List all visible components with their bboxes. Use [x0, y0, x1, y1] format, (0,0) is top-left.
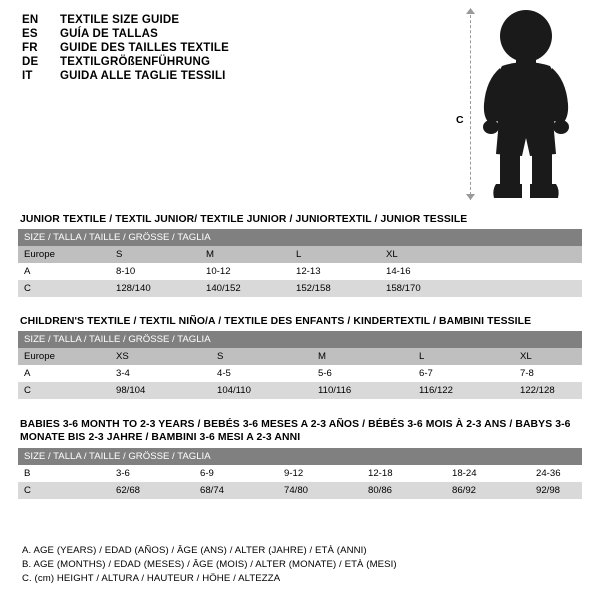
table-row — [18, 280, 582, 297]
junior-row-c-label: C — [18, 280, 110, 297]
junior-size-xl: XL — [380, 246, 470, 263]
children-row-a-v0: 3-4 — [110, 365, 211, 382]
junior-row-a-v0: 8-10 — [110, 263, 200, 280]
babies-row-b-v5: 24-36 — [530, 465, 582, 482]
babies-row-c-v0: 62/68 — [110, 482, 194, 499]
babies-row-c-v5: 92/98 — [530, 482, 582, 499]
toddler-silhouette-icon — [466, 8, 586, 203]
junior-row-c-v2: 152/158 — [290, 280, 380, 297]
language-title-es: GUÍA DE TALLAS — [60, 28, 158, 40]
language-row-es — [22, 28, 442, 40]
legend-block — [22, 544, 522, 586]
babies-row-b-v3: 12-18 — [362, 465, 446, 482]
children-size-xl: XL — [514, 348, 582, 365]
table-row — [18, 263, 582, 280]
children-row-a-v1: 4-5 — [211, 365, 312, 382]
babies-row-b-v1: 6-9 — [194, 465, 278, 482]
children-subhead: SIZE / TALLA / TAILLE / GRÖSSE / TAGLIA — [18, 331, 582, 348]
language-code-en: EN — [22, 14, 39, 26]
table-row — [18, 365, 582, 382]
legend-item-a: A. AGE (YEARS) / EDAD (AÑOS) / ÂGE (ANS) / ALTER (JAHRE) / ETÀ (ANNI) — [22, 545, 367, 556]
babies-row-b-label: B — [18, 465, 110, 482]
measure-label-c: C — [456, 114, 464, 126]
language-row-fr — [22, 42, 442, 54]
section-babies — [18, 418, 582, 499]
language-row-de — [22, 56, 442, 68]
table-row — [18, 246, 582, 263]
legend-item-b: B. AGE (MONTHS) / EDAD (MESES) / ÂGE (MOIS) / ALTER (MONATE) / ETÀ (MESI) — [22, 559, 397, 570]
language-row-en — [22, 14, 442, 26]
table-row — [18, 229, 582, 246]
babies-row-b-v0: 3-6 — [110, 465, 194, 482]
language-code-de: DE — [22, 56, 39, 68]
language-title-block — [22, 14, 442, 84]
junior-subhead: SIZE / TALLA / TAILLE / GRÖSSE / TAGLIA — [18, 229, 582, 246]
table-row — [18, 448, 582, 465]
babies-row-c-label: C — [18, 482, 110, 499]
junior-row-a-v2: 12-13 — [290, 263, 380, 280]
language-code-it: IT — [22, 70, 33, 82]
junior-row-c-v1: 140/152 — [200, 280, 290, 297]
language-code-fr: FR — [22, 42, 38, 54]
section-babies-title: BABIES 3-6 MONTH TO 2-3 YEARS / BEBÉS 3-6 MESES A 2-3 AÑOS / BÉBÉS 3-6 MOIS À 2-3 ANS / BABYS 3-6 MONATE BIS 2-3 JAHRE / BAMBINI 3-6 MESI A 2-3 ANNI — [20, 419, 571, 443]
children-row-c-label: C — [18, 382, 110, 399]
table-row — [18, 382, 582, 399]
section-children — [18, 316, 582, 399]
children-row-c-v1: 104/110 — [211, 382, 312, 399]
table-row — [18, 482, 582, 499]
children-row-a-v2: 5-6 — [312, 365, 413, 382]
junior-size-pad — [470, 246, 582, 263]
babies-row-c-v3: 80/86 — [362, 482, 446, 499]
junior-row-c-v3: 158/170 — [380, 280, 470, 297]
junior-size-s: S — [110, 246, 200, 263]
table-row — [18, 331, 582, 348]
children-row-c-v4: 122/128 — [514, 382, 582, 399]
junior-row-a-v1: 10-12 — [200, 263, 290, 280]
legend-item-c: C. (cm) HEIGHT / ALTURA / HAUTEUR / HÖHE / ALTEZZA — [22, 573, 281, 584]
height-measure-figure — [440, 8, 590, 203]
children-region-label: Europe — [18, 348, 110, 365]
children-size-s: S — [211, 348, 312, 365]
babies-row-b-v2: 9-12 — [278, 465, 362, 482]
children-size-xs: XS — [110, 348, 211, 365]
junior-row-a-pad — [470, 263, 582, 280]
children-size-l: L — [413, 348, 514, 365]
children-row-a-v4: 7-8 — [514, 365, 582, 382]
children-row-c-v0: 98/104 — [110, 382, 211, 399]
language-row-it — [22, 70, 442, 82]
babies-row-c-v4: 86/92 — [446, 482, 530, 499]
children-row-c-v2: 110/116 — [312, 382, 413, 399]
babies-row-b-v4: 18-24 — [446, 465, 530, 482]
junior-size-m: M — [200, 246, 290, 263]
language-code-es: ES — [22, 28, 38, 40]
language-title-fr: GUIDE DES TAILLES TEXTILE — [60, 42, 229, 54]
children-row-c-v3: 116/122 — [413, 382, 514, 399]
children-row-a-v3: 6-7 — [413, 365, 514, 382]
table-row — [18, 465, 582, 482]
babies-row-c-v2: 74/80 — [278, 482, 362, 499]
language-title-en: TEXTILE SIZE GUIDE — [60, 14, 180, 26]
section-children-title: CHILDREN'S TEXTILE / TEXTIL NIÑO/A / TEXTILE DES ENFANTS / KINDERTEXTIL / BAMBINI TESSILE — [20, 316, 532, 327]
junior-size-table — [18, 229, 582, 297]
junior-region-label: Europe — [18, 246, 110, 263]
babies-row-c-v1: 68/74 — [194, 482, 278, 499]
language-title-de: TEXTILGRÖßENFÜHRUNG — [60, 56, 211, 68]
junior-row-a-v3: 14-16 — [380, 263, 470, 280]
language-title-it: GUIDA ALLE TAGLIE TESSILI — [60, 70, 226, 82]
table-row — [18, 348, 582, 365]
children-size-m: M — [312, 348, 413, 365]
section-junior — [18, 214, 582, 297]
section-junior-title: JUNIOR TEXTILE / TEXTIL JUNIOR/ TEXTILE JUNIOR / JUNIORTEXTIL / JUNIOR TESSILE — [20, 214, 468, 225]
children-row-a-label: A — [18, 365, 110, 382]
junior-row-c-v0: 128/140 — [110, 280, 200, 297]
junior-row-a-label: A — [18, 263, 110, 280]
babies-subhead: SIZE / TALLA / TAILLE / GRÖSSE / TAGLIA — [18, 448, 582, 465]
babies-size-table — [18, 448, 582, 499]
junior-size-l: L — [290, 246, 380, 263]
children-size-table — [18, 331, 582, 399]
junior-row-c-pad — [470, 280, 582, 297]
